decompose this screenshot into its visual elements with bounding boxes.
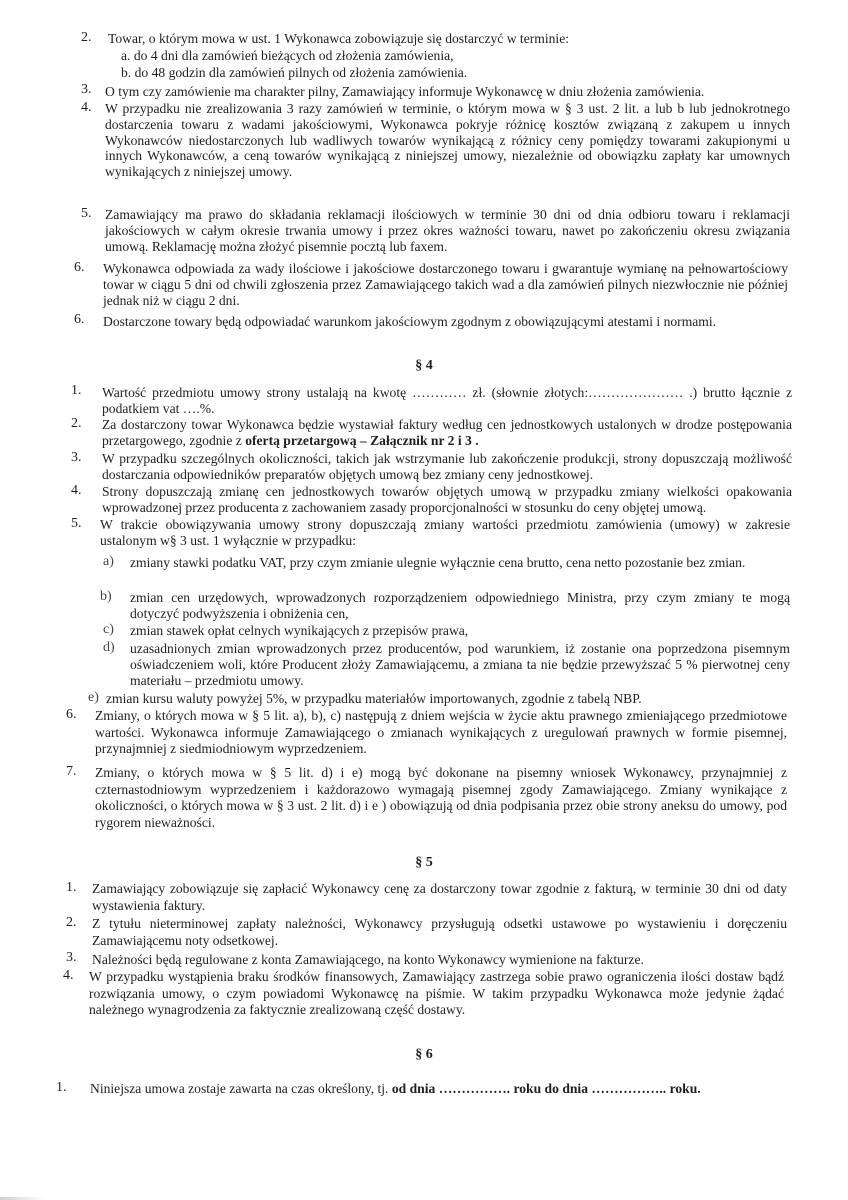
clause-text: Dostarczone towary będą odpowiadać warunkom jakościowym zgodnym z obowiązującymi atestami i normami. bbox=[103, 314, 717, 329]
item-number: 6. bbox=[74, 312, 85, 327]
item-number: 1. bbox=[56, 1080, 67, 1095]
clause-text bbox=[90, 1081, 790, 1097]
item-number: 3. bbox=[71, 450, 82, 465]
item-number: 4. bbox=[71, 483, 82, 498]
attachment-reference: ofertą przetargową – Załącznik nr 2 i 3 . bbox=[245, 433, 479, 448]
subclause-letter: a) bbox=[103, 554, 114, 569]
item-number: 3. bbox=[66, 950, 77, 965]
subclause-text: uzasadnionych zmian wprowadzonych przez producentów, pod warunkiem, iż zostanie ona poprzedzona pisemnym oświadczeniem woli, które Producent złoży Zamawiającemu, a zmiana ta nie będzie przewyższać 5 % pierwotnej ceny materiału – przedmiotu umowy. bbox=[130, 641, 790, 688]
item-number: 2. bbox=[81, 30, 92, 45]
item-number: 4. bbox=[81, 100, 92, 115]
subclause-text: b. do 48 godzin dla zamówień pilnych od złożenia zamówienia. bbox=[121, 65, 468, 80]
clause-text: W przypadku wystąpienia braku środków finansowych, Zamawiający zastrzega sobie prawo ograniczenia ilości dostaw bądź rozwiązania umowy, o czym powiadomi Wykonawcę na piśmie. W takim przypadku Wykonawca może jedynie żądać należnego wynagrodzenia za faktycznie zrealizowaną część dostawy. bbox=[89, 969, 784, 1017]
clause-text: Towar, o którym mowa w ust. 1 Wykonawca zobowiązuje się dostarczyć w terminie: bbox=[108, 31, 569, 46]
item-number: 5. bbox=[81, 206, 92, 221]
clause-text: Zmiany, o których mowa w § 5 lit. a), b), c) następują z dniem wejścia w życie aktu prawnego zmieniającego przedmiotowe wartości. Wykonawca informuje Zamawiającego o zmianach wynikających z uregulowań prawnych w formie pisemnej, przynajmniej z siedmiodniowym wyprzedzeniem. bbox=[95, 708, 787, 756]
item-number: 4. bbox=[63, 968, 74, 983]
subclause-letter: c) bbox=[103, 622, 114, 637]
clause-text: Wartość przedmiotu umowy strony ustalają na kwotę ………… zł. (słownie złotych:………………… .) brutto łącznie z podatkiem vat ….%. bbox=[102, 385, 792, 416]
clause-text: Wykonawca odpowiada za wady ilościowe i jakościowe dostarczonego towaru i gwarantuje wymianę na pełnowartościowy towar w ciągu 5 dni od chwili zgłoszenia przez Zamawiającego takich wad a dla zamówień pilnych niezwłocznie nie później jednak niż w ciągu 2 dni. bbox=[103, 261, 788, 308]
clause-text: Strony dopuszczają zmianę cen jednostkowych towarów objętych umową w przypadku zmiany wielkości opakowania wprowadzonej przez producenta z zachowaniem zasady proporcjonalności w stosunku do ceny objętej umową. bbox=[102, 484, 792, 515]
subclause-text: zmiany stawki podatku VAT, przy czym zmianie ulegnie wyłącznie cena brutto, cena netto pozostanie bez zmian. bbox=[130, 555, 746, 570]
item-number: 5. bbox=[71, 516, 82, 531]
clause-text: W przypadku szczególnych okoliczności, takich jak wstrzymanie lub zakończenie produkcji, strony dopuszczają możliwość dostarczania odpowiedników preparatów objętych umową bez zmiany ceny jednostkowej. bbox=[102, 451, 792, 482]
subclause-text: zmian cen urzędowych, wprowadzonych rozporządzeniem odpowiedniego Ministra, przy czym zmiany te mogą dotyczyć podwyższenia i obniżenia cen, bbox=[130, 590, 790, 621]
item-number: 6. bbox=[74, 260, 85, 275]
subclause-text: a. do 4 dni dla zamówień bieżących od złożenia zamówienia, bbox=[121, 48, 454, 63]
clause-text: W przypadku nie zrealizowania 3 razy zamówień w terminie, o którym mowa w § 3 ust. 2 lit. a lub b lub jednokrotnego dostarczenia towaru z wadami jakościowymi, Wykonawca pokryje różnicę kosztów związaną z zakupem u innych Wykonawców niedostarczonych lub wadliwych towarów wynikającą z różnicy ceny pomiędzy towarami zakupionymi u innych Wykonawców, a ceną towarów wynikającą z niniejszej umowy, niezależnie od obowiązku zapłaty kar umownych wynikających z niniejszej umowy. bbox=[105, 101, 790, 180]
clause-text: W trakcie obowiązywania umowy strony dopuszczają zmiany wartości przedmiotu zamówienia (umowy) w zakresie ustalonym w§ 3 ust. 1 wyłącznie w przypadku: bbox=[100, 517, 790, 548]
item-number: 2. bbox=[66, 915, 77, 930]
item-number: 1. bbox=[66, 880, 77, 895]
section-heading: § 5 bbox=[415, 855, 433, 870]
clause-text: Należności będą regulowane z konta Zamawiającego, na konto Wykonawcy wymienione na fakturze. bbox=[92, 952, 644, 967]
item-number: 6. bbox=[66, 707, 77, 722]
section-heading: § 6 bbox=[415, 1047, 433, 1062]
item-number: 2. bbox=[71, 416, 82, 431]
subclause-letter: b) bbox=[100, 589, 112, 604]
item-number: 3. bbox=[81, 82, 92, 97]
clause-text: Z tytułu nieterminowej zapłaty należności, Wykonawcy przysługują odsetki ustawowe po wystawieniu i doręczeniu Zamawiającemu noty odsetkowej. bbox=[92, 916, 787, 948]
subclause-text: zmian kursu waluty powyżej 5%, w przypadku materiałów importowanych, zgodnie z tabelą NBP. bbox=[106, 691, 642, 706]
subclause-letter: d) bbox=[103, 640, 115, 655]
clause-text: Zamawiający ma prawo do składania reklamacji ilościowych w terminie 30 dni od dnia odbioru towaru i reklamacji jakościowych w całym okresie trwania umowy i przez okres ważności towaru, nawet po zakończeniu okresu związania umową. Reklamację można złożyć pisemnie pocztą lub faxem. bbox=[105, 207, 790, 254]
subclause-letter: e) bbox=[88, 690, 99, 705]
clause-text: Zmiany, o których mowa w § 5 lit. d) i e) mogą być dokonane na pisemny wniosek Wykonawcy, przynajmniej z czternastodniowym wyprzedzeniem i każdorazowo wymagają pisemnej zgody Zamawiającego. Zmiany wynikające z okoliczności, o których mowa w § 3 ust. 2 lit. d) i e ) obowiązują od dnia podpisania przez obie strony aneksu do umowy, pod rygorem nieważności. bbox=[95, 765, 787, 830]
subclause-text: zmian stawek opłat celnych wynikających z przepisów prawa, bbox=[130, 623, 469, 638]
item-number: 1. bbox=[71, 383, 82, 398]
section-heading: § 4 bbox=[415, 358, 433, 373]
clause-text-plain: Za dostarczony towar Wykonawca będzie wystawiał faktury według cen jednostkowych ustalonych w drodze postępowania przetargowego, zgodnie z bbox=[102, 417, 792, 448]
clause-text: O tym czy zamówienie ma charakter pilny, Zamawiający informuje Wykonawcę w dniu złożenia zamówienia. bbox=[105, 84, 705, 99]
clause-text bbox=[102, 417, 792, 449]
clause-text: Zamawiający zobowiązuje się zapłacić Wykonawcy cenę za dostarczony towar zgodnie z fakturą, w terminie 30 dni od daty wystawienia faktury. bbox=[92, 881, 787, 913]
item-number: 7. bbox=[66, 764, 77, 779]
contract-period-fields: od dnia ……………. roku do dnia …………….. roku. bbox=[391, 1081, 701, 1096]
clause-text-plain: Niniejsza umowa zostaje zawarta na czas określony, tj. bbox=[90, 1081, 392, 1096]
